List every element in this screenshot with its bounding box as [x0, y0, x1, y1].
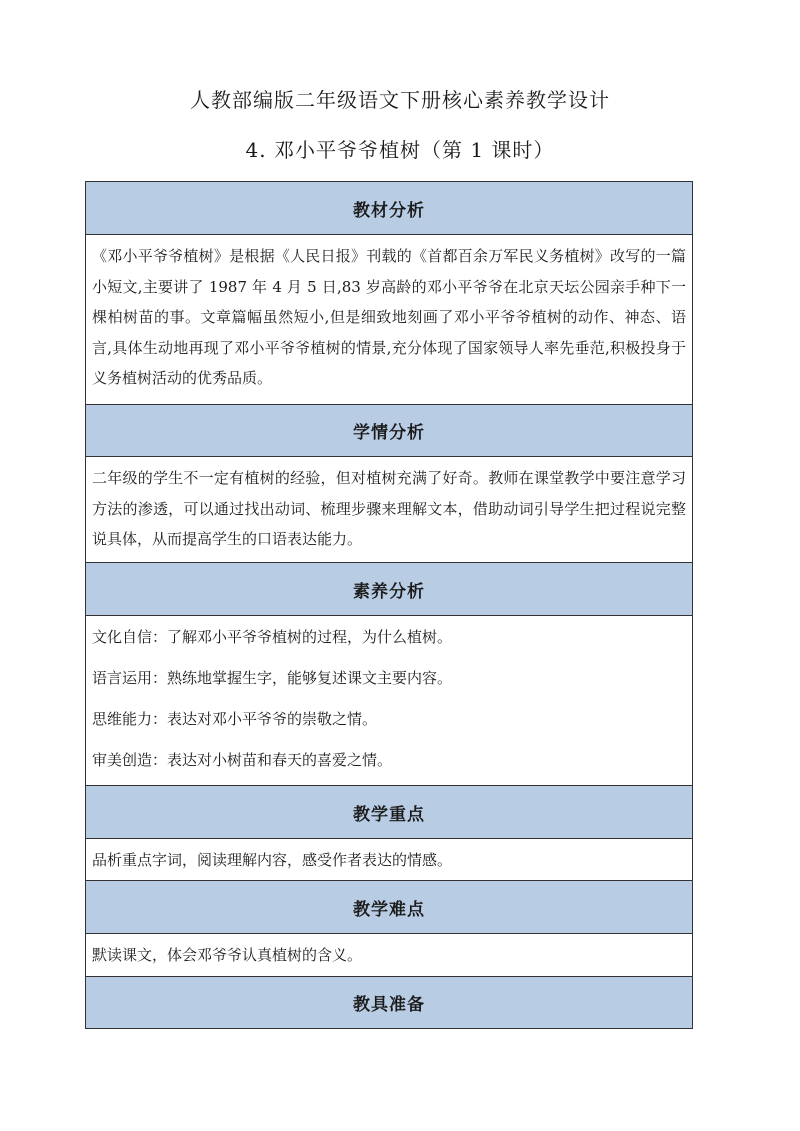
- lesson-title: 4. 邓小平爷爷植树（第 1 课时）: [245, 138, 555, 162]
- literacy-analysis-content: [86, 616, 692, 786]
- textbook-analysis-content: [86, 235, 692, 405]
- student-analysis-heading: 学情分析: [86, 405, 692, 457]
- lesson-plan-table: [85, 181, 693, 1029]
- literacy-item-aesthetic: 审美创造：表达对小树苗和春天的喜爱之情。: [92, 751, 393, 769]
- textbook-analysis-heading: 教材分析: [86, 182, 692, 235]
- literacy-item-language: 语言运用：熟练地掌握生字，能够复述课文主要内容。: [92, 669, 453, 687]
- student-analysis-text: 二年级的学生不一定有植树的经验，但对植树充满了好奇。教师在课堂教学中要注意学习方法的渗透，可以通过找出动词、梳理步骤来理解文本，借助动词引导学生把过程说完整说具体，从而提高学生的口语表达能力。: [92, 469, 686, 548]
- literacy-item-culture: 文化自信：了解邓小平爷爷植树的过程，为什么植树。: [92, 628, 453, 646]
- teaching-difficulty-content: [86, 934, 692, 977]
- literacy-analysis-heading: 素养分析: [86, 563, 692, 616]
- teaching-aids-heading: 教具准备: [86, 977, 692, 1028]
- teaching-difficulty-heading: 教学难点: [86, 881, 692, 934]
- student-analysis-content: [86, 457, 692, 563]
- teaching-focus-content: [86, 839, 692, 881]
- document-title: 人教部编版二年级语文下册核心素养教学设计: [190, 88, 610, 112]
- textbook-analysis-text: 《邓小平爷爷植树》是根据《人民日报》刊载的《首都百余万军民义务植树》改写的一篇小短文,主要讲了 1987 年 4 月 5 日,83 岁高龄的邓小平爷爷在北京天坛公园亲手种下一棵柏树苗的事。文章篇幅虽然短小,但是细致地刻画了邓小平爷爷植树的动作、神态、语言,具体生动地再现了邓小平爷爷植树的情景,充分体现了国家领导人率先垂范,积极投身于义务植树活动的优秀品质。: [92, 247, 686, 387]
- teaching-focus-text: 品析重点字词，阅读理解内容，感受作者表达的情感。: [92, 851, 453, 869]
- literacy-item-thinking: 思维能力：表达对邓小平爷爷的崇敬之情。: [92, 710, 378, 728]
- teaching-difficulty-text: 默读课文，体会邓爷爷认真植树的含义。: [92, 946, 363, 964]
- teaching-focus-heading: 教学重点: [86, 786, 692, 839]
